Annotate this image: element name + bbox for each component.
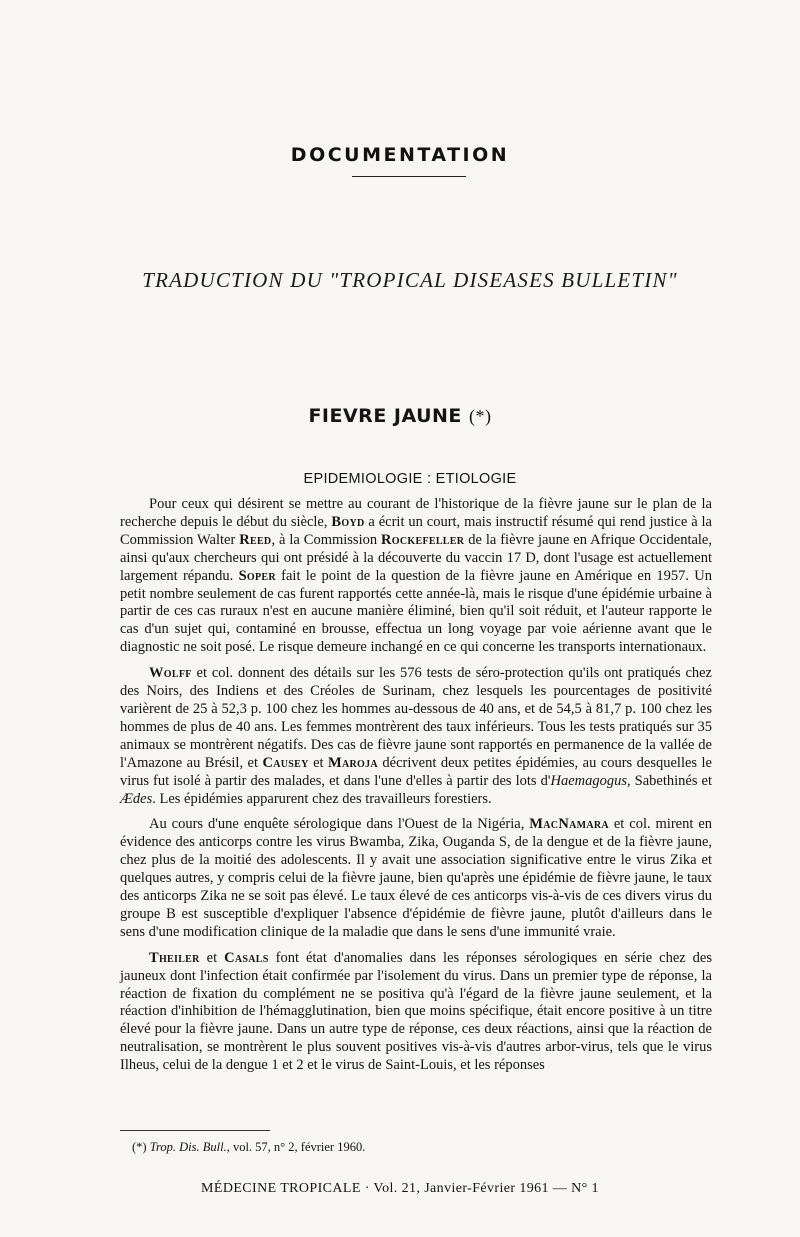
page-footer: MÉDECINE TROPICALE · Vol. 21, Janvier-Février 1961 — N° 1	[201, 1181, 599, 1196]
paragraph: Pour ceux qui désirent se mettre au courant de l'historique de la fièvre jaune sur le plan de la recherche depuis le début du siècle, Boyd a écrit un court, mais instructif résumé qui rend justice à la Commission Walter Reed, à la Commission Rockefeller de la fièvre jaune en Afrique Occidentale, ainsi qu'aux chercheurs qui ont présidé à la découverte du vaccin 17 D, dont l'usage est actuellement largement répandu. Soper fait le point de la question de la fièvre jaune en Amérique en 1957. Un petit nombre seulement de cas furent rapportés cette année-là, mais le risque d'une épidémie urbaine à partir de ces cas ruraux n'est en aucune manière éliminé, bien qu'il soit réduit, et l'auteur rapporte le cas d'un sujet qui, contaminé en brousse, effectua un long voyage par voie aérienne avant que le diagnostic ne soit posé. Le risque demeure inchangé en ce qui concerne les transports internationaux.	[120, 496, 712, 656]
title-divider	[352, 176, 466, 177]
author-name: Causey	[262, 754, 309, 771]
article-title	[0, 405, 800, 427]
article-body	[120, 496, 712, 1083]
author-name: Maroja	[328, 754, 378, 771]
author-name: Casals	[224, 949, 269, 966]
article-title-text: FIEVRE JAUNE	[308, 405, 462, 427]
author-name: Soper	[238, 567, 276, 584]
author-name: MacNamara	[529, 816, 609, 833]
paragraph: Theiler et Casals font état d'anomalies dans les réponses sérologiques en série chez des jauneux dont l'infection était confirmée par l'isolement du virus. Dans un premier type de réponse, la réaction de fixation du complément ne se positiva qu'à l'égard de la fièvre jaune seulement, et la réaction d'inhibition de l'hémagglutination, bien que moins spécifique, était encore positive à un titre élevé pour la fièvre jaune. Dans un autre type de réponse, ces deux réactions, ainsi que la réaction de neutralisation, se montrèrent le plus souvent positives vis-à-vis d'autres arbor-virus, tels que le virus Ilheus, celui de la dengue 1 et 2 et le virus de Saint-Louis, et les réponses	[120, 949, 713, 1074]
footnote-reference: (*)	[469, 406, 492, 426]
section-heading: EPIDEMIOLOGIE : ETIOLOGIE	[303, 471, 517, 487]
footnote-divider	[120, 1130, 270, 1131]
species-name: Haemagogus	[550, 772, 627, 789]
page-subtitle: TRADUCTION DU "TROPICAL DISEASES BULLETIN"	[142, 268, 678, 292]
author-name: Rockefeller	[381, 531, 465, 548]
paragraph: Au cours d'une enquête sérologique dans l'Ouest de la Nigéria, MacNamara et col. mirent en évidence des anticorps contre les virus Bwamba, Zika, Ouganda S, de la dengue et de la fièvre jaune, chez plus de la moitié des adolescents. Il y avait une association significative entre le virus Zika et quelques autres, y compris celui de la fièvre jaune, bien qu'après une épidémie de fièvre jaune, le taux des anticorps Zika ne se soit pas élevé. Le taux élevé de ces anticorps vis-à-vis de ces divers virus du groupe B est susceptible d'expliquer l'absence d'épidémie de fièvre jaune, plutôt d'ailleurs dans le sens d'une modification clinique de la maladie que dans le sens d'une immunité vraie.	[120, 816, 713, 940]
author-name: Wolff	[149, 665, 192, 682]
journal-name: Trop. Dis. Bull.,	[149, 1140, 230, 1154]
species-name: Ædes	[120, 790, 153, 807]
author-name: Reed	[239, 531, 272, 548]
paragraph: Wolff et col. donnent des détails sur les 576 tests de séro-protection qu'ils ont pratiqués chez des Noirs, des Indiens et des Créoles de Surinam, chez lesquels les pourcentages de positivité varièrent de 25 à 52,3 p. 100 chez les hommes au-dessous de 40 ans, et de 54,5 à 81,7 p. 100 chez les hommes de plus de 40 ans. Les femmes montrèrent des taux inférieurs. Tous les tests pratiqués sur 35 animaux se montrèrent négatifs. Des cas de fièvre jaune sont rapportés en permanence de la vallée de l'Amazone au Brésil, et Causey et Maroja décrivent deux petites épidémies, au cours desquelles le virus fut isolé à partir des malades, et dans l'une d'elles à partir des lots d'Haemagogus, Sabethinés et Ædes. Les épidémies apparurent chez des travailleurs forestiers.	[120, 665, 712, 807]
footnote: (*) Trop. Dis. Bull., vol. 57, n° 2, février 1960.	[132, 1140, 366, 1154]
author-name: Theiler	[149, 949, 200, 966]
author-name: Boyd	[331, 513, 365, 530]
section-title: DOCUMENTATION	[290, 144, 510, 166]
